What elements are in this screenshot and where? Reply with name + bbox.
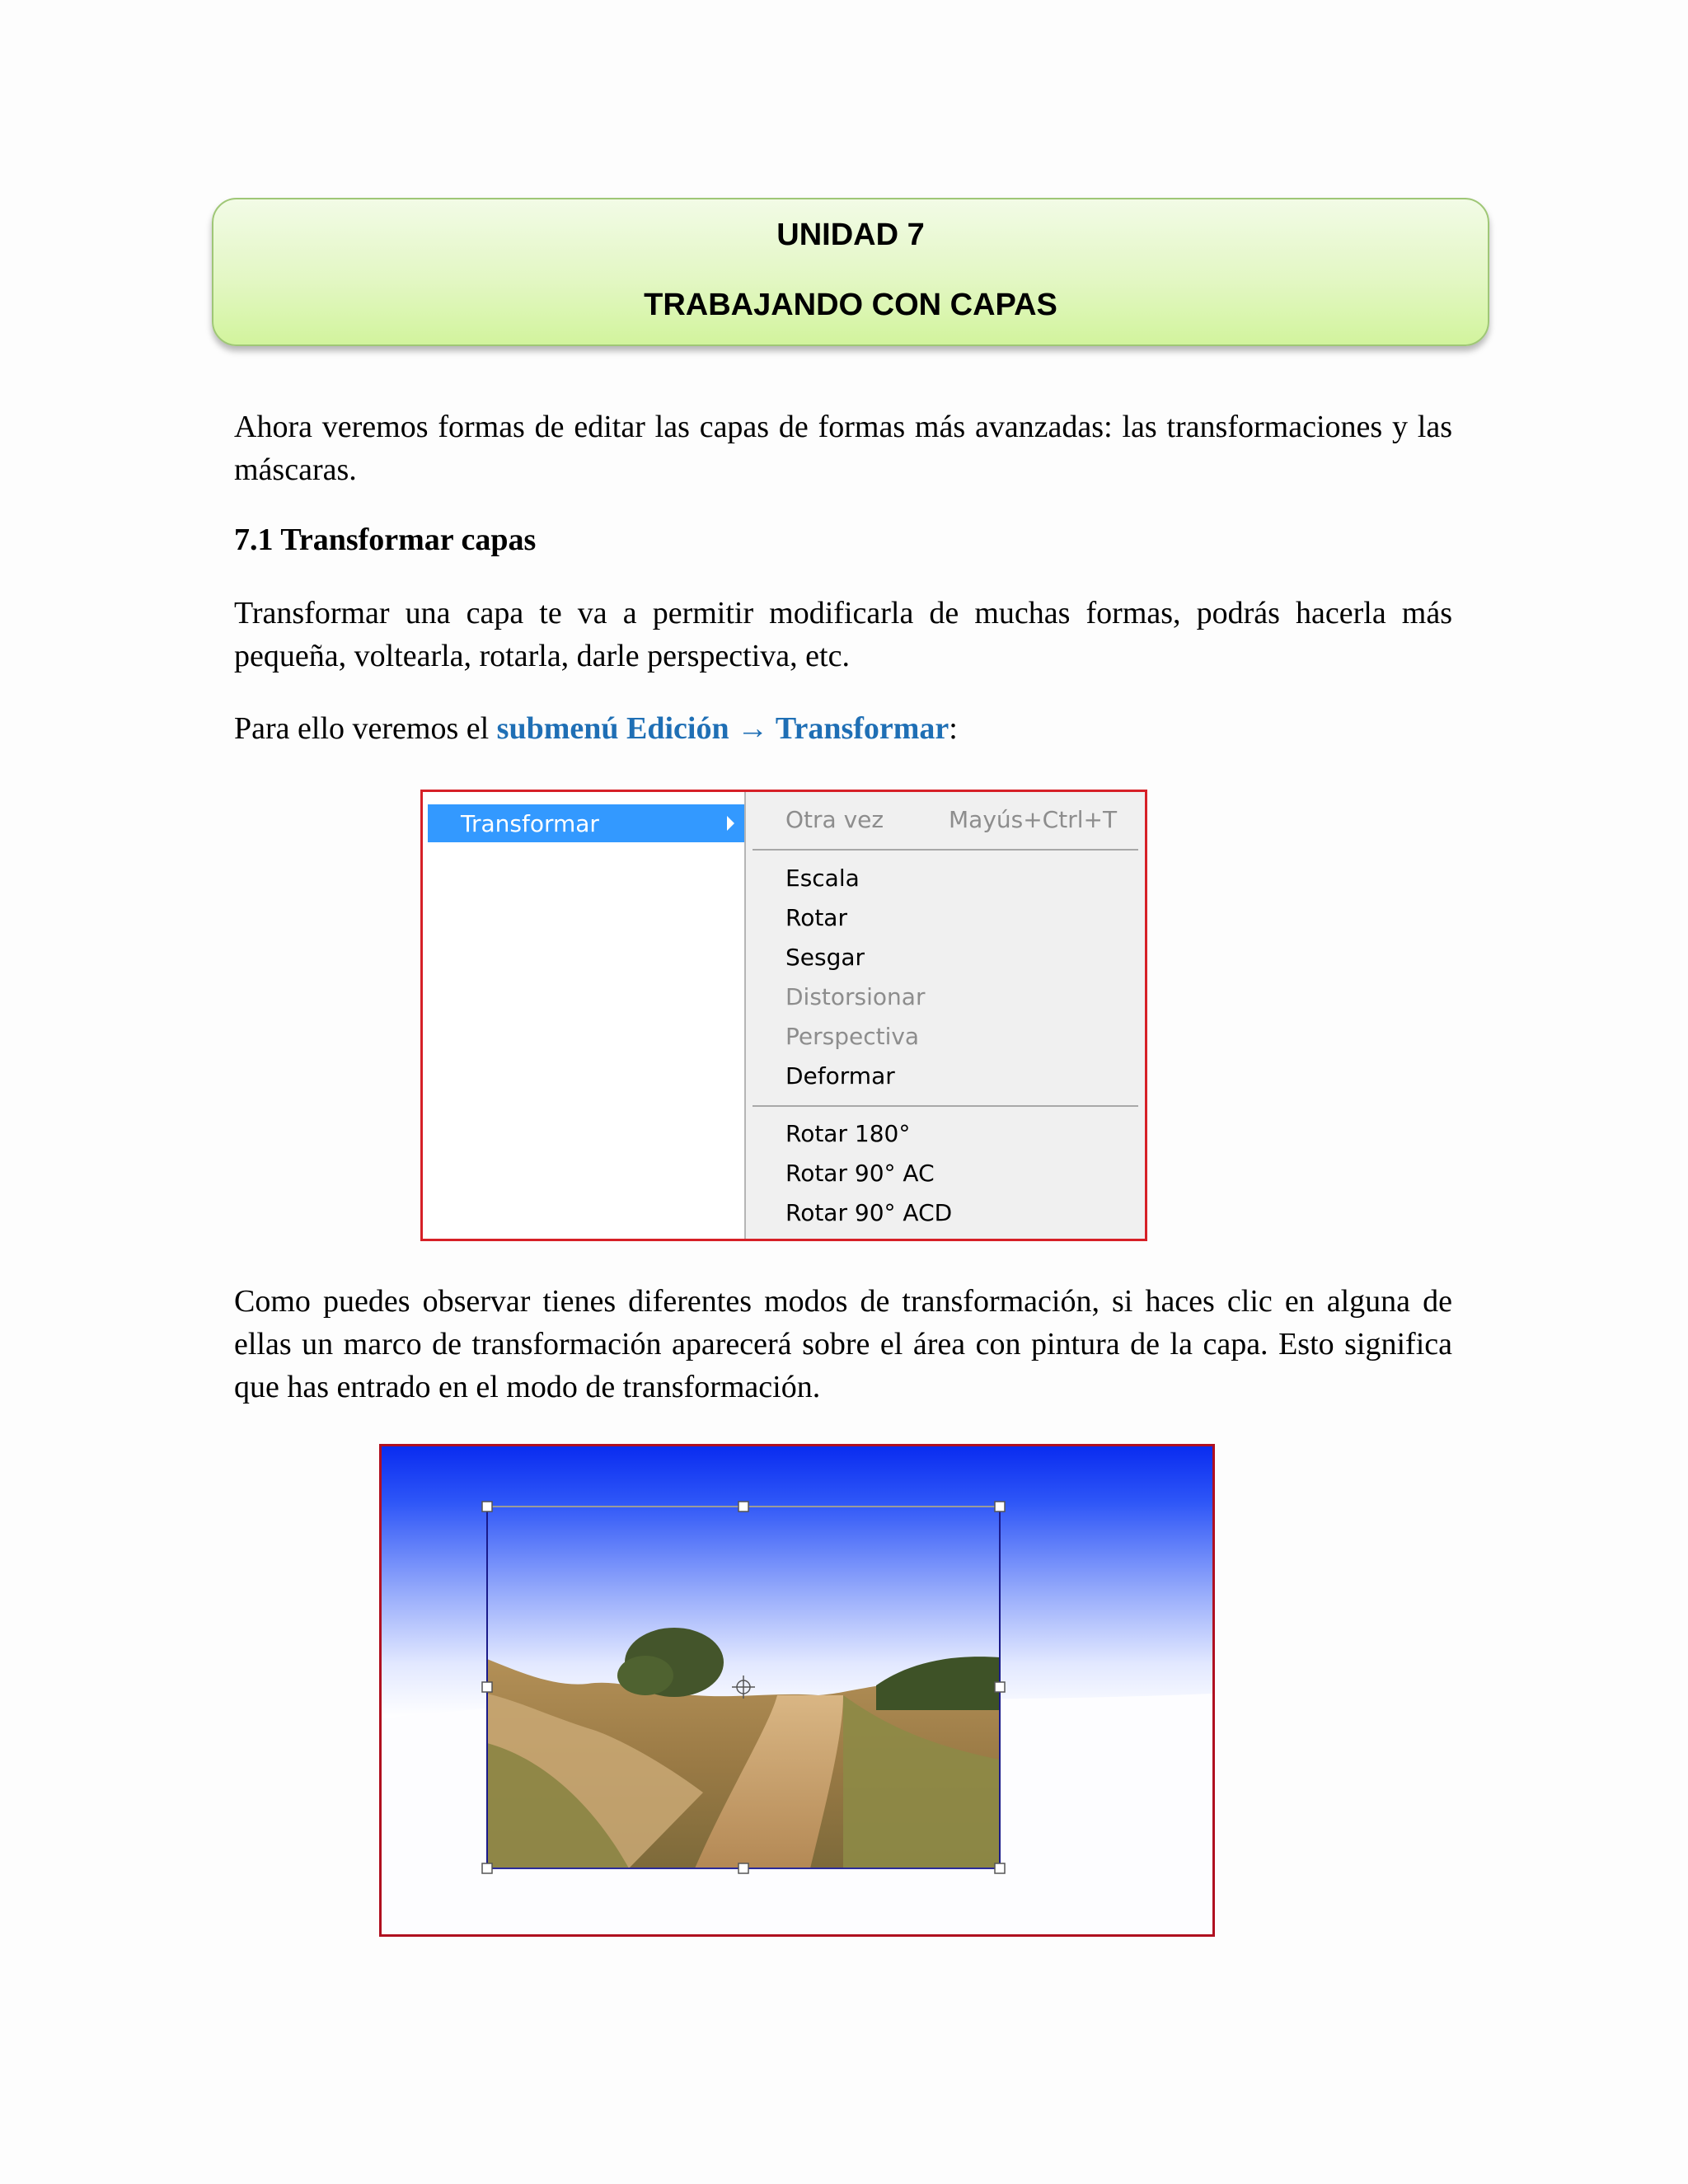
parent-menu	[423, 792, 744, 1239]
menu-reference-paragraph	[234, 707, 1452, 750]
menu-item-distorsionar[interactable]: Distorsionar	[785, 983, 926, 1010]
menu-item-escala[interactable]: Escala	[785, 865, 860, 892]
transform-frame-screenshot	[379, 1444, 1215, 1937]
menu-item-rotar-180[interactable]: Rotar 180°	[785, 1120, 911, 1147]
menu-item-rotar-90-acd[interactable]: Rotar 90° ACD	[785, 1199, 953, 1226]
section-heading: 7.1 Transformar capas	[234, 523, 537, 557]
menu-item-sesgar[interactable]: Sesgar	[785, 944, 865, 971]
transform-paragraph: Transformar una capa te va a permitir modificarla de muchas formas, podrás hacerla más pequeña, voltearla, rotarla, darle perspectiva, etc.	[234, 596, 1452, 673]
menu-item-perspectiva[interactable]: Perspectiva	[785, 1023, 920, 1050]
menu-item-rotar-90-ac[interactable]: Rotar 90° AC	[785, 1160, 935, 1187]
menu-item-deformar[interactable]: Deformar	[785, 1062, 895, 1090]
menu-separator	[753, 1105, 1138, 1107]
para-suffix: :	[949, 711, 958, 746]
unit-number: UNIDAD 7	[776, 218, 925, 252]
intro-paragraph: Ahora veremos formas de editar las capas de formas más avanzadas: las transformaciones y las máscaras.	[234, 410, 1452, 487]
unit-banner	[212, 198, 1489, 346]
landscape-canvas	[382, 1446, 1212, 1934]
shortcut-otra-vez: Mayús+Ctrl+T	[949, 806, 1118, 833]
transform-mode-paragraph: Como puedes observar tienes diferentes modos de transformación, si haces clic en alguna de ellas un marco de transformación aparecerá sobre el área con pintura de la capa. Esto significa que has entrado en el modo de transformación.	[234, 1284, 1452, 1404]
submenu-link[interactable]: submenú Edición → Transformar	[496, 711, 950, 746]
menu-item-rotar[interactable]: Rotar	[785, 904, 847, 931]
unit-title: TRABAJANDO CON CAPAS	[644, 288, 1057, 322]
menu-item-transformar-label: Transformar	[461, 810, 599, 837]
transform-menu-screenshot	[420, 790, 1147, 1241]
para-prefix: Para ello veremos el	[234, 711, 497, 746]
menu-separator	[753, 849, 1138, 851]
menu-item-otra-vez[interactable]: Otra vez	[785, 806, 884, 833]
menu-item-transformar[interactable]	[428, 804, 744, 842]
transform-submenu	[744, 792, 1145, 1239]
submenu-arrow-icon	[727, 816, 734, 831]
